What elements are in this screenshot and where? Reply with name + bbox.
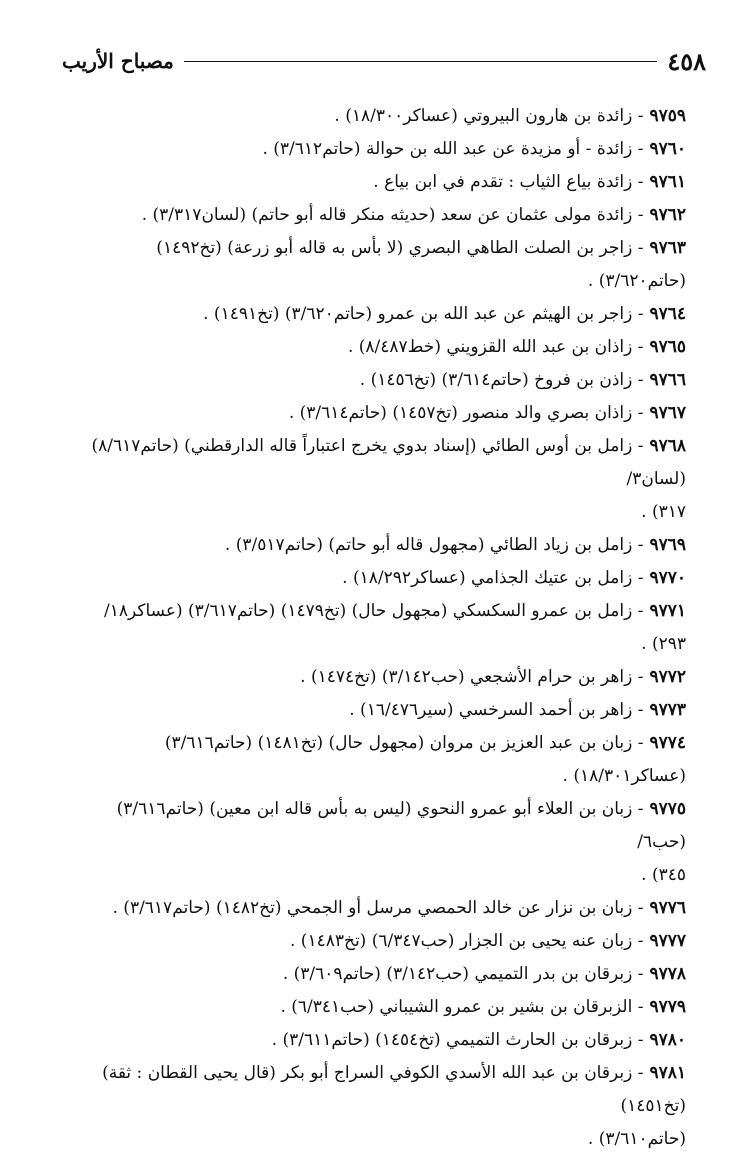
entry-list (64, 100, 686, 1156)
entry (64, 166, 686, 199)
entry-number: ٩٧٧٣ (649, 700, 686, 720)
entry (64, 199, 686, 232)
entry-text: - الزبرقان بن بشير بن عمرو الشيباني (حب٦/٣٤١) . (280, 997, 644, 1017)
entry-number: ٩٧٦٣ (649, 238, 686, 258)
entry-text: - زامل بن أوس الطائي (إسناد بدوي يخرج اعتباراً قاله الدارقطني) (حاتم٨/٦١٧) (لسان٣/ (91, 436, 686, 489)
entry (64, 298, 686, 331)
entry-text: - زبان بن نزار عن خالد الحمصي مرسل أو الجمحي (تخ١٤٨٢) (حاتم٣/٦١٧) . (112, 898, 644, 918)
entry-number: ٩٧٦٥ (649, 337, 686, 357)
entry-text: - زامل بن عمرو السكسكي (مجهول حال) (تخ١٤٧٩) (حاتم٣/٦١٧) (عساكر١٨/ (104, 601, 644, 621)
entry (64, 958, 686, 991)
entry-number: ٩٧٧٤ (649, 733, 686, 753)
entry (64, 1024, 686, 1057)
entry-text: - زاجر بن الصلت الطاهي البصري (لا بأس به قاله أبو زرعة) (تخ١٤٩٢) (حاتم٣/٦٢٠) . (156, 238, 686, 291)
entry (64, 793, 686, 859)
entry-number: ٩٧٦٦ (649, 370, 686, 390)
entry-number: ٩٧٦٢ (649, 205, 686, 225)
entry-text: - زامل بن عتيك الجذامي (عساكر١٨/٢٩٢) . (342, 568, 644, 588)
page-header (62, 46, 706, 76)
entry-text: - زاجر بن الهيثم عن عبد الله بن عمرو (حاتم٣/٦٢٠) (تخ١٤٩١) . (203, 304, 644, 324)
entry (64, 364, 686, 397)
entry-continuation: ٣١٧) . (641, 502, 686, 522)
entry (64, 232, 686, 298)
entry-number: ٩٧٦٧ (649, 403, 686, 423)
entry-text: - زاذان بن عبد الله القزويني (خط٨/٤٨٧) . (347, 337, 644, 357)
entry-text: - زاهر بن أحمد السرخسي (سير١٦/٤٧٦) . (349, 700, 644, 720)
entry-number: ٩٧٧٥ (649, 799, 686, 819)
entry-number: ٩٧٧٧ (649, 931, 686, 951)
entry-text: - زبان بن عبد العزيز بن مروان (مجهول حال) (تخ١٤٨١) (حاتم٣/٦١٦) (عساكر١٨/٣٠١) . (164, 733, 686, 786)
entry (64, 529, 686, 562)
entry-text: - زبرقان بن بدر التميمي (حب٣/١٤٢) (حاتم٣/٦٠٩) . (282, 964, 644, 984)
entry (64, 991, 686, 1024)
entry (64, 430, 686, 496)
entry-text: - زائدة بن هارون البيروتي (عساكر١٨/٣٠٠) . (334, 106, 644, 126)
entry (64, 331, 686, 364)
entry-text: - زاذن بن فروخ (حاتم٣/٦١٤) (تخ١٤٥٦) . (359, 370, 644, 390)
entry-number: ٩٧٦٨ (649, 436, 686, 456)
entry-text: - زبان بن العلاء أبو عمرو النحوي (ليس به بأس قاله ابن معين) (حاتم٣/٦١٦) (حب٦/ (116, 799, 686, 852)
page-number: ٤٥٨ (667, 46, 706, 76)
entry-text: - زبرقان بن عبد الله الأسدي الكوفي السراج أبو بكر (قال يحيى القطان : ثقة) (تخ١٤٥١) (102, 1063, 686, 1116)
entry-number: ٩٧٧٨ (649, 964, 686, 984)
entry-text: - زبان عنه يحيى بن الجزار (حب٦/٣٤٧) (تخ١٤٨٣) . (289, 931, 644, 951)
entry-text: - زائدة بياع الثياب : تقدم في ابن بياع . (373, 172, 644, 192)
entry (64, 397, 686, 430)
entry (64, 595, 686, 628)
entry-number: ٩٧٨١ (649, 1063, 686, 1083)
entry (64, 661, 686, 694)
entry-number: ٩٧٦٠ (649, 139, 686, 159)
entry (64, 925, 686, 958)
entry-number: ٩٧٧٠ (649, 568, 686, 588)
entry-continuation: ٣٤٥) . (641, 865, 686, 885)
running-title: مصباح الأريب (62, 49, 174, 73)
entry-number: ٩٧٧٩ (649, 997, 686, 1017)
entry-continuation: (حاتم٣/٦١٠) . (587, 1129, 686, 1149)
entry-text: - زائدة - أو مزيدة عن عبد الله بن حوالة (حاتم٣/٦١٢) . (262, 139, 644, 159)
entry-number: ٩٧٧١ (649, 601, 686, 621)
entry-number: ٩٧٨٠ (649, 1030, 686, 1050)
entry-number: ٩٧٦١ (649, 172, 686, 192)
entry (64, 133, 686, 166)
header-rule (184, 61, 657, 62)
entry-text: - زائدة مولى عثمان عن سعد (حديثه منكر قاله أبو حاتم) (لسان٣/٣١٧) . (141, 205, 644, 225)
entry-number: ٩٧٧٢ (649, 667, 686, 687)
entry (64, 694, 686, 727)
entry-number: ٩٧٥٩ (649, 106, 686, 126)
entry-text: - زاهر بن حرام الأشجعي (حب٣/١٤٢) (تخ١٤٧٤) . (300, 667, 644, 687)
entry-text: - زبرقان بن الحارث التميمي (تخ١٤٥٤) (حاتم٣/٦١١) . (271, 1030, 644, 1050)
entry (64, 727, 686, 793)
entry-number: ٩٧٧٦ (649, 898, 686, 918)
entry-number: ٩٧٦٤ (649, 304, 686, 324)
entry (64, 892, 686, 925)
entry-text: - زامل بن زياد الطائي (مجهول قاله أبو حاتم) (حاتم٣/٥١٧) . (224, 535, 644, 555)
entry-continuation: ٢٩٣) . (641, 634, 686, 654)
entry (64, 562, 686, 595)
entry-text: - زاذان بصري والد منصور (تخ١٤٥٧) (حاتم٣/٦١٤) . (288, 403, 644, 423)
entry-number: ٩٧٦٩ (649, 535, 686, 555)
entry (64, 100, 686, 133)
entry (64, 1057, 686, 1123)
